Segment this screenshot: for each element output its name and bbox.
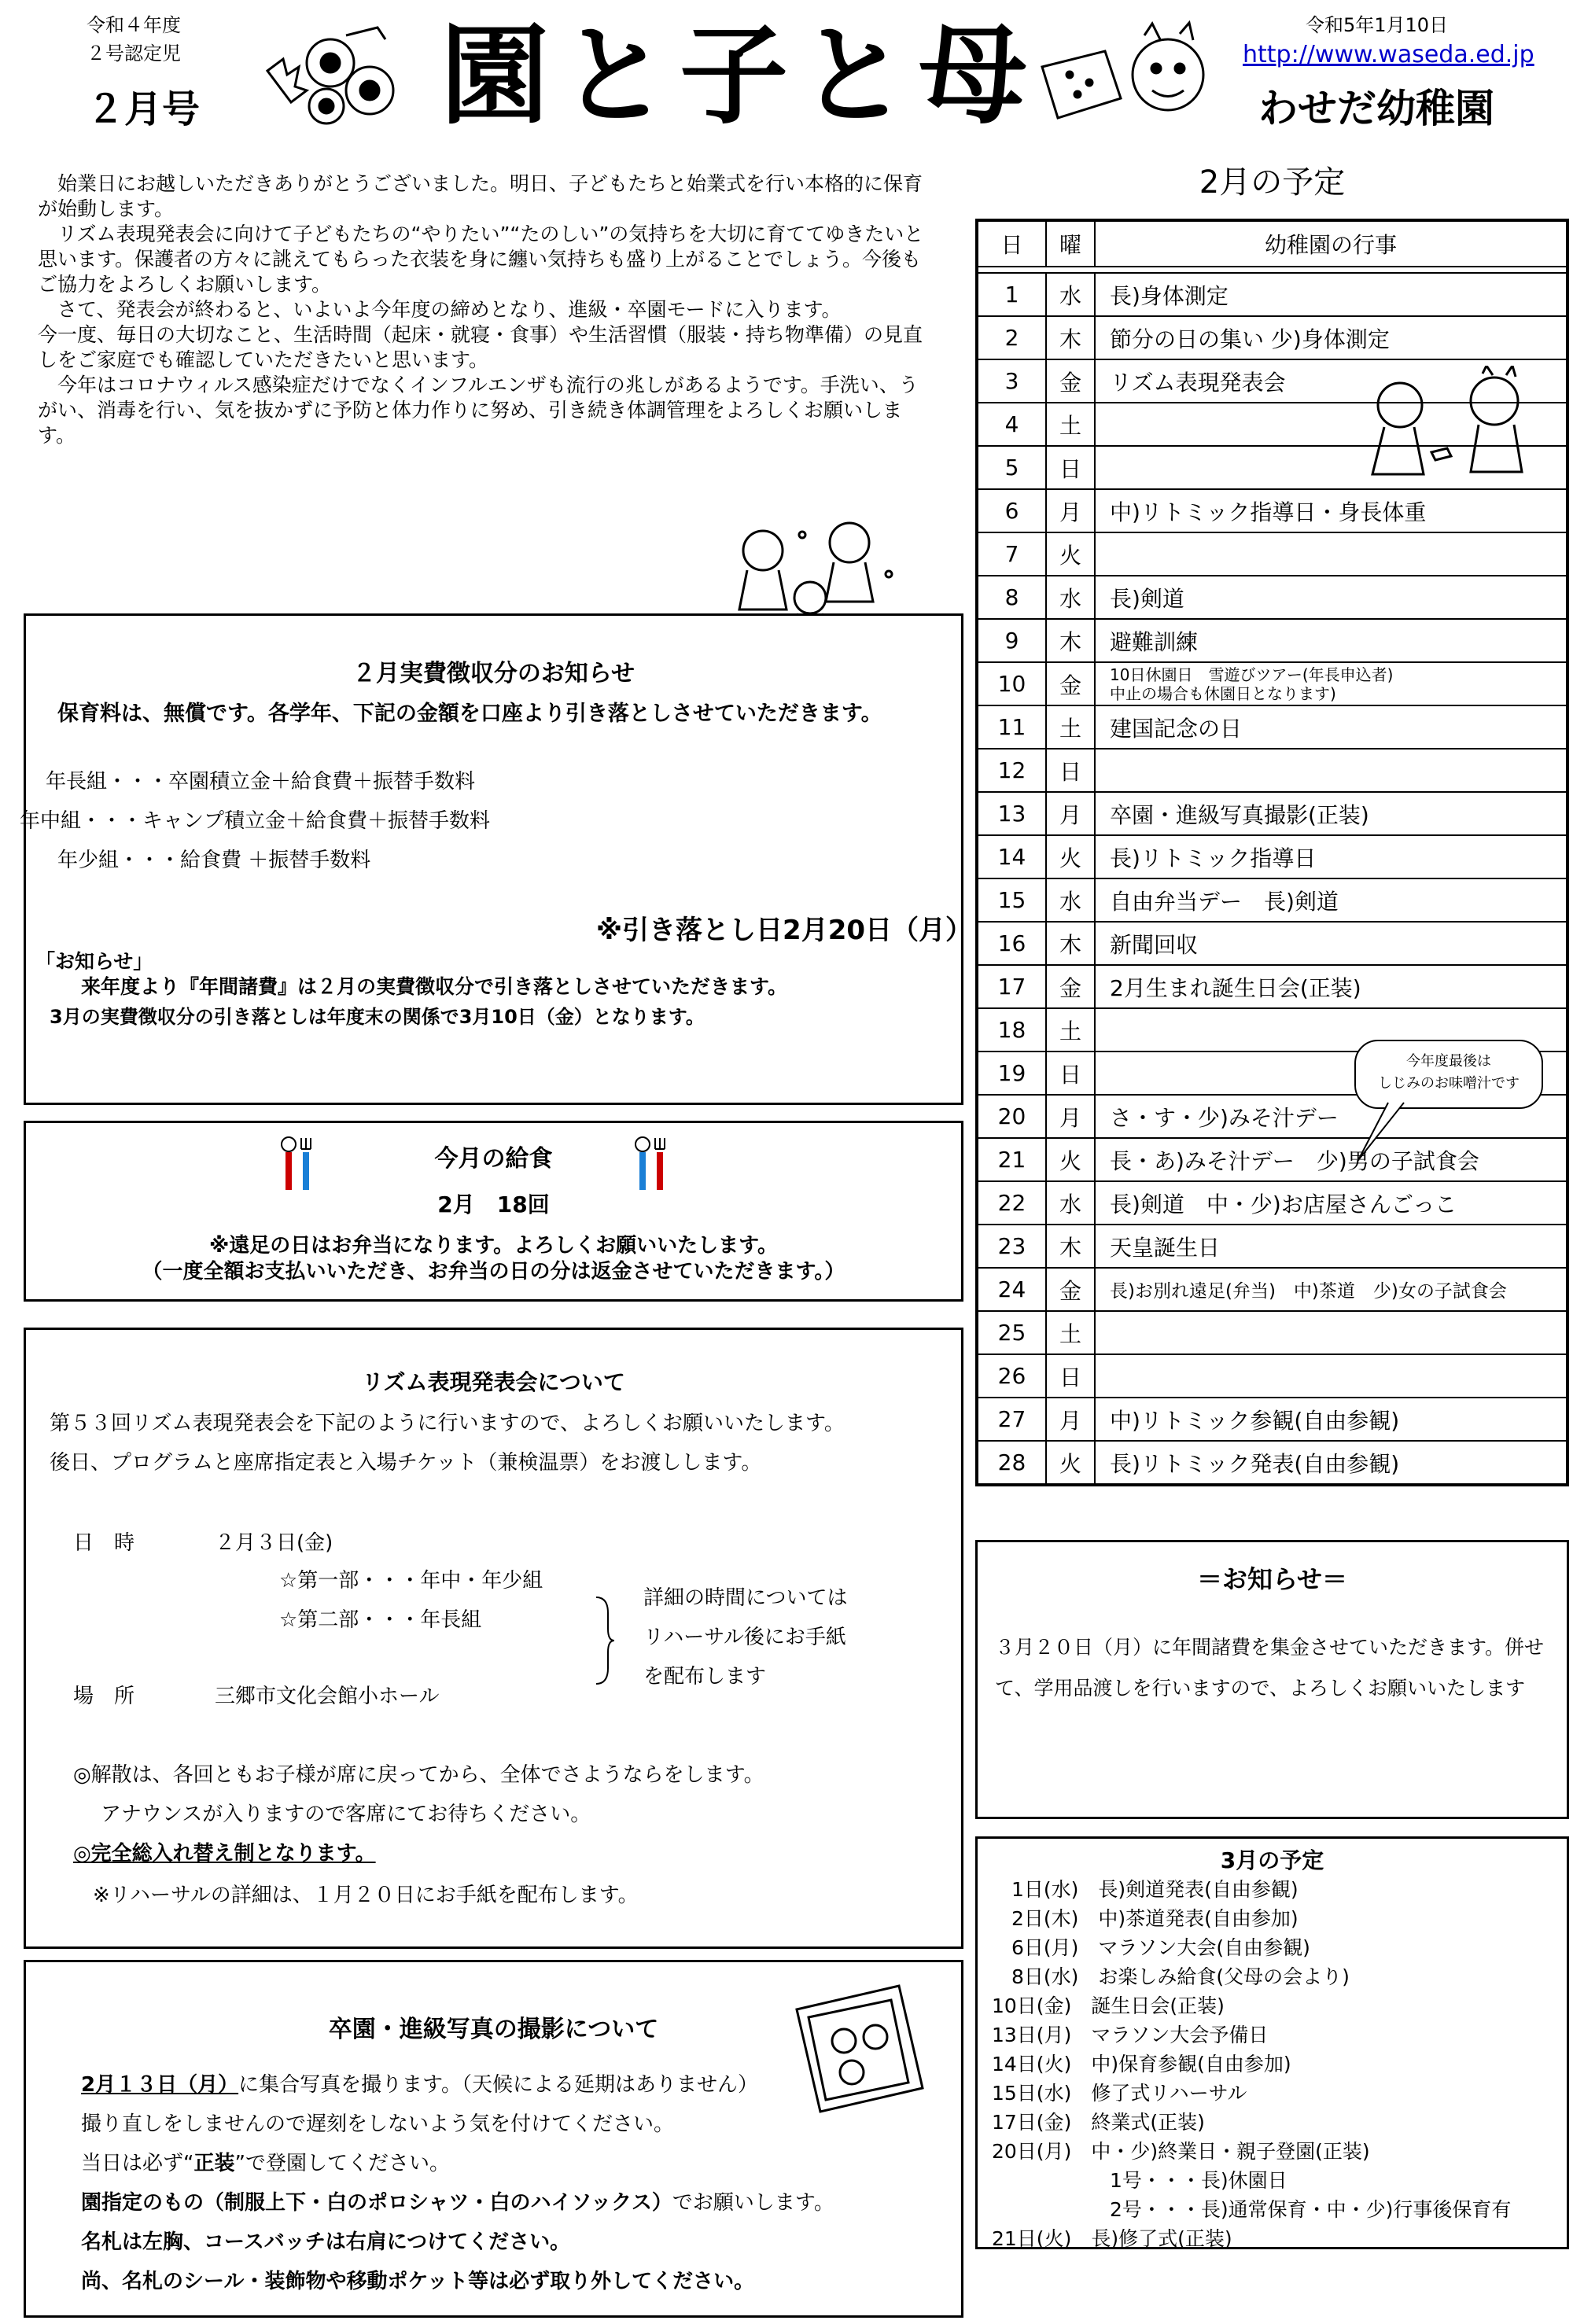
photo-line3-c: ”で登園してください。 bbox=[234, 2152, 450, 2175]
children-oni-illustration bbox=[1353, 366, 1549, 499]
schedule-weekday: 日 bbox=[1046, 1052, 1095, 1095]
notice-title: ＝お知らせ＝ bbox=[1196, 1564, 1348, 1594]
schedule-weekday: 月 bbox=[1046, 1398, 1095, 1441]
schedule-event: 長)身体測定 bbox=[1095, 273, 1567, 316]
schedule-row bbox=[977, 1181, 1567, 1225]
rhythm-title: リズム表現発表会について bbox=[362, 1369, 625, 1395]
fees-title: ２月実費徴収分のお知らせ bbox=[352, 660, 635, 687]
march-event: 21日(火) 長)修了式(正装) bbox=[992, 2227, 1232, 2250]
schedule-event: 長・あ)みそ汁デー 少)男の子試食会 bbox=[1095, 1138, 1567, 1181]
schedule-day: 25 bbox=[977, 1311, 1046, 1354]
schedule-row bbox=[977, 1225, 1567, 1268]
schedule-event: 中)リトミック参観(自由参観) bbox=[1095, 1398, 1567, 1441]
schedule-event: 2月生まれ誕生日会(正装) bbox=[1095, 965, 1567, 1008]
schedule-event: 長)リトミック発表(自由参観) bbox=[1095, 1441, 1567, 1485]
march-title: 3月の予定 bbox=[1220, 1847, 1324, 1873]
replace-notice: ◎完全総入れ替え制となります。 bbox=[73, 1842, 376, 1865]
dismissal-line1: ◎解散は、各回ともお子様が席に戻ってから、全体でさようならをします。 bbox=[73, 1763, 764, 1787]
class-label: ２号認定児 bbox=[87, 42, 181, 64]
oni-mask-icon bbox=[1034, 20, 1231, 130]
photo-title: 卒園・進級写真の撮影について bbox=[328, 2016, 659, 2043]
schedule-event-line1: 10日休園日 雪遊びツアー(年長申込者) bbox=[1110, 665, 1394, 684]
schedule-weekday: 火 bbox=[1046, 1441, 1095, 1485]
schedule-weekday: 金 bbox=[1046, 1268, 1095, 1311]
bubble-tail bbox=[1357, 1101, 1420, 1164]
photo-line2: 撮り直しをしませんので遅刻をしないよう気を付けてください。 bbox=[81, 2112, 675, 2136]
photo-line1 bbox=[81, 2068, 758, 2097]
schedule-day: 2 bbox=[977, 316, 1046, 359]
schedule-event-line2: 中止の場合も休園日となります) bbox=[1110, 683, 1336, 703]
schedule-day: 22 bbox=[977, 1181, 1046, 1225]
intro-text bbox=[38, 171, 934, 448]
schedule-day: 26 bbox=[977, 1354, 1046, 1398]
photo-line5: 名札は左胸、コースバッチは右肩につけてください。 bbox=[81, 2230, 571, 2254]
schedule-day: 1 bbox=[977, 273, 1046, 316]
schedule-weekday: 土 bbox=[1046, 705, 1095, 749]
schedule-day: 12 bbox=[977, 749, 1046, 792]
rhythm-lead1: 第５３回リズム表現発表会を下記のように行いますので、よろしくお願いいたします。 bbox=[50, 1412, 845, 1435]
march-event-list bbox=[992, 1875, 1511, 2253]
sushi-roll-icon bbox=[252, 24, 417, 126]
miso-soup-speech-bubble bbox=[1354, 1040, 1543, 1109]
schedule-day: 8 bbox=[977, 576, 1046, 619]
col-weekday: 曜 bbox=[1046, 220, 1095, 267]
date-value: ２月３日(金) bbox=[215, 1531, 333, 1555]
fees-notice-line2: 3月の実費徴収分の引き落としは年度末の関係で3月10日（金）となります。 bbox=[50, 1006, 705, 1028]
rehearsal-notice: ※リハーサルの詳細は、１月２０日にお手紙を配布します。 bbox=[93, 1884, 639, 1907]
schedule-day: 17 bbox=[977, 965, 1046, 1008]
school-website-link[interactable]: http://www.waseda.ed.jp bbox=[1243, 41, 1534, 68]
fees-notice-title: 「お知らせ」 bbox=[35, 950, 153, 973]
schedule-event: 長)剣道 bbox=[1095, 576, 1567, 619]
col-event: 幼稚園の行事 bbox=[1095, 220, 1567, 267]
schedule-row bbox=[977, 835, 1567, 878]
schedule-day: 5 bbox=[977, 446, 1046, 489]
march-event: 1日(水) 長)剣道発表(自由参観) bbox=[992, 1878, 1299, 1901]
photo-line6: 尚、名札のシール・装飾物や移動ポケット等は必ず取り外してください。 bbox=[81, 2270, 755, 2293]
schedule-event bbox=[1095, 532, 1567, 576]
photo-line3 bbox=[81, 2147, 450, 2176]
schedule-weekday: 水 bbox=[1046, 576, 1095, 619]
schedule-weekday: 月 bbox=[1046, 489, 1095, 532]
schedule-weekday: 金 bbox=[1046, 359, 1095, 403]
schedule-weekday: 日 bbox=[1046, 749, 1095, 792]
lunch-note1: ※遠足の日はお弁当になります。よろしくお願いいたします。 bbox=[208, 1234, 779, 1258]
fee-item-senior: 年長組・・・卒園積立金＋給食費＋振替手数料 bbox=[46, 770, 476, 794]
schedule-row bbox=[977, 576, 1567, 619]
schedule-day: 18 bbox=[977, 1008, 1046, 1052]
schedule-row bbox=[977, 1398, 1567, 1441]
schedule-weekday: 火 bbox=[1046, 1138, 1095, 1181]
schedule-title: 2月の予定 bbox=[1199, 164, 1346, 201]
photo-line4-b: でお願いします。 bbox=[672, 2191, 834, 2215]
photo-frame-illustration bbox=[781, 1978, 938, 2127]
schedule-event: さ・す・少)みそ汁デー bbox=[1095, 1095, 1567, 1138]
schedule-row bbox=[977, 705, 1567, 749]
schedule-event: リズム表現発表会 bbox=[1095, 359, 1567, 403]
schedule-event: 卒園・進級写真撮影(正装) bbox=[1095, 792, 1567, 835]
schedule-weekday: 水 bbox=[1046, 1181, 1095, 1225]
schedule-event: 長)お別れ遠足(弁当) 中)茶道 少)女の子試食会 bbox=[1095, 1268, 1567, 1311]
schedule-event: 節分の日の集い 少)身体測定 bbox=[1095, 316, 1567, 359]
schedule-event: 自由弁当デー 長)剣道 bbox=[1095, 878, 1567, 922]
fee-item-middle: 年中組・・・キャンプ積立金＋給食費＋振替手数料 bbox=[20, 809, 491, 833]
school-name: わせだ幼稚園 bbox=[1258, 86, 1494, 131]
schedule-day: 27 bbox=[977, 1398, 1046, 1441]
lunch-box bbox=[24, 1121, 963, 1302]
schedule-day: 9 bbox=[977, 619, 1046, 662]
schedule-row bbox=[977, 878, 1567, 922]
schedule-row bbox=[977, 1311, 1567, 1354]
schedule-day: 10 bbox=[977, 662, 1046, 705]
rhythm-recital-box bbox=[24, 1328, 963, 1949]
schedule-weekday: 日 bbox=[1046, 446, 1095, 489]
schedule-row bbox=[977, 316, 1567, 359]
newsletter-title: 園と子と母 bbox=[440, 13, 1039, 139]
schedule-event: 新聞回収 bbox=[1095, 922, 1567, 965]
lunch-note2: （一度全額お支払いいただき、お弁当の日の分は返金させていただきます。） bbox=[142, 1260, 845, 1284]
schedule-day: 13 bbox=[977, 792, 1046, 835]
bubble-line1: 今年度最後は bbox=[1406, 1053, 1491, 1070]
rhythm-lead2: 後日、プログラムと座席指定表と入場チケット（兼検温票）をお渡しします。 bbox=[50, 1451, 762, 1475]
schedule-weekday: 土 bbox=[1046, 1311, 1095, 1354]
schedule-weekday: 月 bbox=[1046, 1095, 1095, 1138]
schedule-day: 14 bbox=[977, 835, 1046, 878]
schedule-event: 避難訓練 bbox=[1095, 619, 1567, 662]
schedule-day: 3 bbox=[977, 359, 1046, 403]
lunch-title: 今月の給食 bbox=[434, 1145, 553, 1173]
schedule-weekday: 水 bbox=[1046, 273, 1095, 316]
schedule-row bbox=[977, 619, 1567, 662]
schedule-weekday: 水 bbox=[1046, 878, 1095, 922]
schedule-weekday: 土 bbox=[1046, 1008, 1095, 1052]
fee-item-junior: 年少組・・・給食費 ＋振替手数料 bbox=[57, 849, 371, 872]
formal-wear: 正装 bbox=[193, 2152, 235, 2175]
schedule-row bbox=[977, 532, 1567, 576]
schedule-day: 24 bbox=[977, 1268, 1046, 1311]
intro-paragraph: 今年はコロナウィルス感染症だけでなくインフルエンザも流行の兆しがあるようです。手洗い、うがい、消毒を行い、気を抜かずに予防と体力作りに努め、引き続き体調管理をよろしくお願いします。 bbox=[38, 374, 919, 447]
col-day: 日 bbox=[977, 220, 1046, 267]
photo-date: 2月１３日（月） bbox=[81, 2073, 239, 2097]
spoon-fork-icon bbox=[632, 1135, 671, 1194]
schedule-weekday: 木 bbox=[1046, 619, 1095, 662]
schedule-header-row bbox=[977, 220, 1567, 267]
issue-date: 令和5年1月10日 bbox=[1306, 14, 1449, 36]
schedule-weekday: 金 bbox=[1046, 965, 1095, 1008]
march-event: 14日(火) 中)保育参観(自由参加) bbox=[992, 2053, 1291, 2075]
schedule-row bbox=[977, 922, 1567, 965]
schedule-row bbox=[977, 792, 1567, 835]
schedule-row bbox=[977, 1354, 1567, 1398]
part2: ☆第二部・・・年長組 bbox=[279, 1608, 482, 1632]
place-label: 場 所 bbox=[73, 1685, 135, 1708]
schedule-weekday: 月 bbox=[1046, 792, 1095, 835]
uniform-spec: 園指定のもの（制服上下・白のポロシャツ・白のハイソックス） bbox=[81, 2191, 672, 2215]
schedule-row bbox=[977, 662, 1567, 705]
detail-line3: を配布します bbox=[643, 1665, 767, 1689]
schedule-event: 長)リトミック指導日 bbox=[1095, 835, 1567, 878]
schedule-day: 6 bbox=[977, 489, 1046, 532]
march-event: 15日(水) 修了式リハーサル bbox=[992, 2082, 1247, 2105]
schedule-row bbox=[977, 1138, 1567, 1181]
notice-box bbox=[975, 1540, 1569, 1819]
withdrawal-date: ※引き落とし日2月20日（月） bbox=[596, 915, 973, 946]
march-event: 2号・・・長)通常保育・中・少)行事後保育有 bbox=[992, 2198, 1512, 2221]
date-label: 日 時 bbox=[73, 1531, 135, 1555]
march-event: 20日(月) 中・少)終業日・親子登園(正装) bbox=[992, 2140, 1370, 2163]
schedule-event bbox=[1095, 662, 1567, 705]
place-value: 三郷市文化会館小ホール bbox=[215, 1685, 440, 1708]
photo-line3-a: 当日は必ず“ bbox=[81, 2152, 194, 2175]
march-schedule-box bbox=[975, 1836, 1569, 2249]
schedule-day: 15 bbox=[977, 878, 1046, 922]
schedule-day: 11 bbox=[977, 705, 1046, 749]
schedule-weekday: 日 bbox=[1046, 1354, 1095, 1398]
schedule-weekday: 木 bbox=[1046, 922, 1095, 965]
schedule-event: 天皇誕生日 bbox=[1095, 1225, 1567, 1268]
schedule-day: 16 bbox=[977, 922, 1046, 965]
lunch-count: 2月 18回 bbox=[437, 1191, 550, 1217]
detail-line2: リハーサル後にお手紙 bbox=[643, 1626, 846, 1649]
year-label: 令和４年度 bbox=[87, 14, 181, 36]
photo-line4 bbox=[81, 2186, 834, 2215]
schedule-day: 7 bbox=[977, 532, 1046, 576]
schedule-weekday: 土 bbox=[1046, 403, 1095, 446]
march-event: 1号・・・長)休園日 bbox=[992, 2169, 1288, 2192]
notice-text: ３月２０日（月）に年間諸費を集金させていただきます。併せて、学用品渡しを行いますので、よろしくお願いいたします bbox=[995, 1636, 1545, 1700]
march-event: 2日(木) 中)茶道発表(自由参加) bbox=[992, 1907, 1299, 1930]
schedule-row bbox=[977, 1268, 1567, 1311]
issue-label: ２月号 bbox=[87, 87, 201, 131]
schedule-weekday: 火 bbox=[1046, 835, 1095, 878]
intro-paragraph: 今一度、毎日の大切なこと、生活時間（起床・就寝・食事）や生活習慣（服装・持ち物準備）の見直しをご家庭でも確認していただきたいと思います。 bbox=[38, 323, 923, 371]
photo-line1-text: に集合写真を撮ります。（天候による延期はありません） bbox=[238, 2073, 759, 2097]
schedule-weekday: 火 bbox=[1046, 532, 1095, 576]
brace-icon bbox=[592, 1593, 616, 1688]
schedule-event bbox=[1095, 1311, 1567, 1354]
schedule-day: 23 bbox=[977, 1225, 1046, 1268]
schedule-weekday: 木 bbox=[1046, 316, 1095, 359]
dismissal-line2: アナウンスが入りますので客席にてお待ちください。 bbox=[101, 1803, 591, 1826]
schedule-day: 21 bbox=[977, 1138, 1046, 1181]
schedule-weekday: 木 bbox=[1046, 1225, 1095, 1268]
schedule-day: 20 bbox=[977, 1095, 1046, 1138]
schedule-day: 28 bbox=[977, 1441, 1046, 1485]
schedule-row bbox=[977, 273, 1567, 316]
detail-line1: 詳細の時間については bbox=[643, 1586, 848, 1610]
photo-shoot-box bbox=[24, 1960, 963, 2318]
march-event: 8日(水) お楽しみ給食(父母の会より) bbox=[992, 1965, 1350, 1988]
march-event: 10日(金) 誕生日会(正装) bbox=[992, 1994, 1225, 2017]
schedule-row bbox=[977, 1441, 1567, 1485]
intro-paragraph: リズム表現発表会に向けて子どもたちの“やりたい”“たのしい”の気持ちを大切に育ててゆきたいと思います。保護者の方々に誂えてもらった衣装を身に纏い気持ちも盛り上がることでしょう。今後もご協力をよろしくお願いします。 bbox=[38, 223, 924, 296]
march-event: 17日(金) 終業式(正装) bbox=[992, 2111, 1205, 2134]
fees-notice-line1: 来年度より『年間諸費』は２月の実費徴収分で引き落としさせていただきます。 bbox=[81, 975, 788, 998]
intro-paragraph: さて、発表会が終わると、いよいよ今年度の締めとなり、進級・卒園モードに入ります。 bbox=[38, 298, 842, 321]
schedule-event: 建国記念の日 bbox=[1095, 705, 1567, 749]
schedule-event bbox=[1095, 1354, 1567, 1398]
schedule-event: 中)リトミック指導日・身長体重 bbox=[1095, 489, 1567, 532]
schedule-day: 19 bbox=[977, 1052, 1046, 1095]
schedule-event: 長)剣道 中・少)お店屋さんごっこ bbox=[1095, 1181, 1567, 1225]
schedule-row bbox=[977, 749, 1567, 792]
intro-paragraph: 始業日にお越しいただきありがとうございました。明日、子どもたちと始業式を行い本格的に保育が始動します。 bbox=[38, 172, 923, 220]
fees-notice-box bbox=[20, 613, 973, 1105]
march-event: 13日(月) マラソン大会予備日 bbox=[992, 2024, 1269, 2046]
schedule-row bbox=[977, 965, 1567, 1008]
march-event: 6日(月) マラソン大会(自由参観) bbox=[992, 1936, 1310, 1959]
schedule-event bbox=[1095, 749, 1567, 792]
fees-lead: 保育料は、無償です。各学年、下記の金額を口座より引き落としさせていただきます。 bbox=[57, 702, 882, 726]
part1: ☆第一部・・・年中・年少組 bbox=[279, 1569, 543, 1593]
schedule-day: 4 bbox=[977, 403, 1046, 446]
bubble-line2: しじみのお味噌汁です bbox=[1378, 1075, 1520, 1092]
schedule-weekday: 金 bbox=[1046, 662, 1095, 705]
